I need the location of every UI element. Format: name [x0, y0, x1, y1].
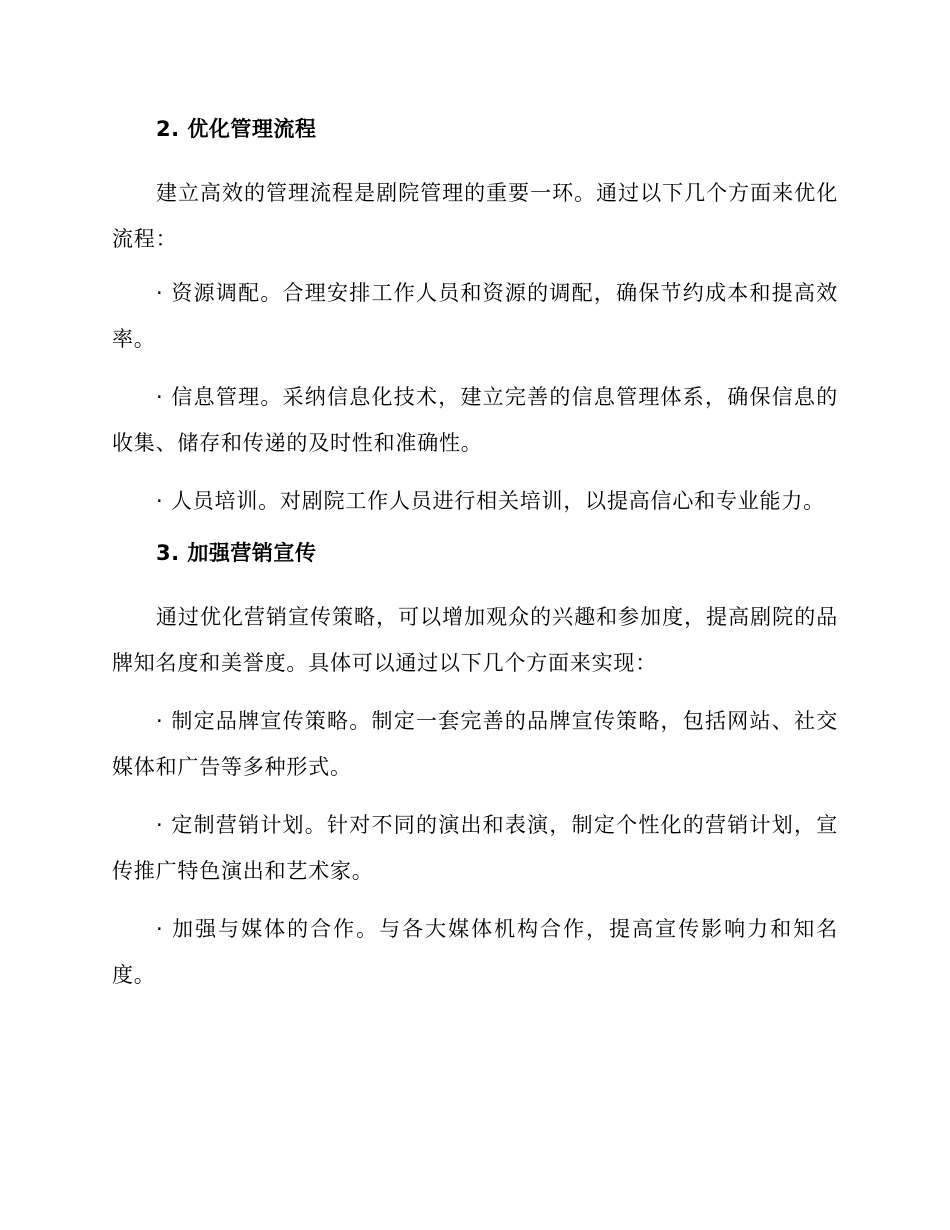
bullet-item-media-cooperation: · 加强与媒体的合作。与各大媒体机构合作，提高宣传影响力和知名度。: [112, 917, 838, 987]
bullet-item-brand-strategy: · 制定品牌宣传策略。制定一套完善的品牌宣传策略，包括网站、社交媒体和广告等多种形式。: [112, 709, 838, 779]
bullet-item-staff-training: · 人员培训。对剧院工作人员进行相关培训，以提高信心和专业能力。: [156, 489, 825, 513]
section-heading-optimize-management: 2. 优化管理流程: [156, 117, 317, 141]
bullet-item-marketing-plan: · 定制营销计划。针对不同的演出和表演，制定个性化的营销计划，宣传推广特色演出和艺术家。: [112, 813, 838, 883]
bullet-item-resource-allocation: · 资源调配。合理安排工作人员和资源的调配，确保节约成本和提高效率。: [112, 281, 838, 351]
section-heading-marketing: 3. 加强营销宣传: [156, 541, 317, 565]
section-intro-paragraph: 通过优化营销宣传策略，可以增加观众的兴趣和参加度，提高剧院的品牌知名度和美誉度。具体可以通过以下几个方面来实现：: [112, 605, 838, 675]
bullet-item-information-management: · 信息管理。采纳信息化技术，建立完善的信息管理体系，确保信息的收集、储存和传递的及时性和准确性。: [112, 385, 838, 455]
section-intro-paragraph: 建立高效的管理流程是剧院管理的重要一环。通过以下几个方面来优化流程：: [112, 181, 838, 251]
